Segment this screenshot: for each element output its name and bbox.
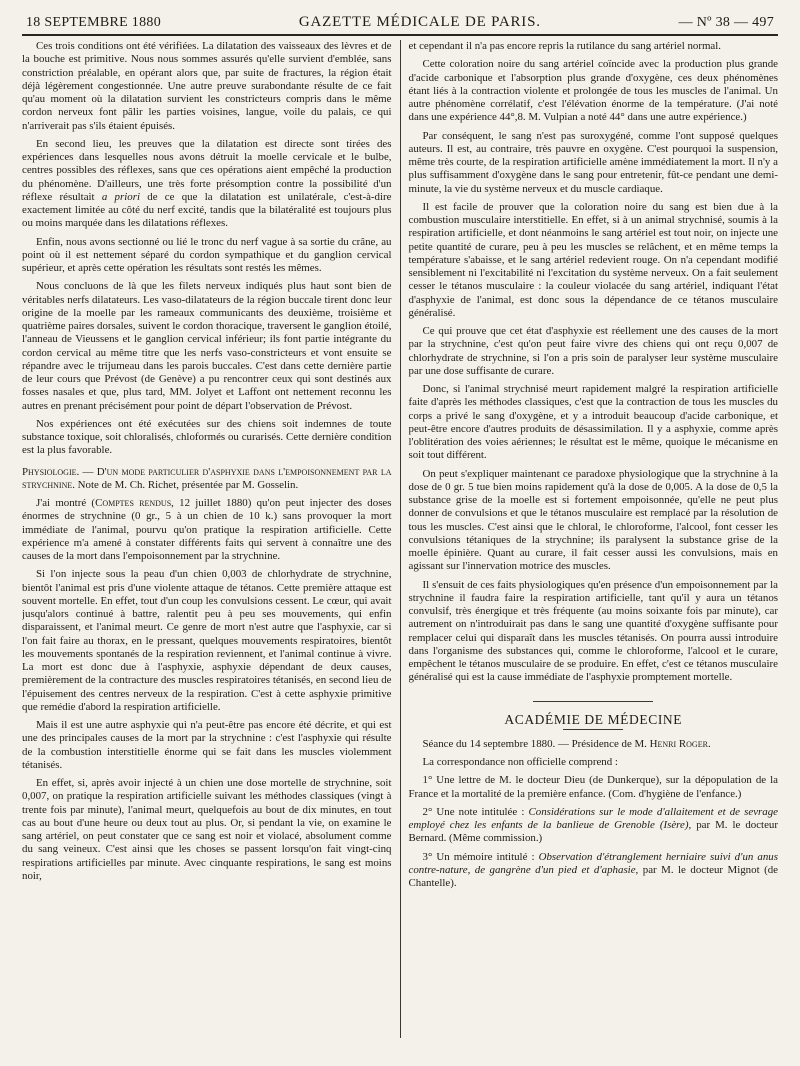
paragraph: Il s'ensuit de ces faits physiologiques qu'en présence d'un empoisonnement par la strychnine il faudra faire la respiration artificielle, tant qu'il y aura un tétanos convulsif, très énergique et très fréquente (au moins soixante fois par minute), car autrement on n'introduirait pas dans le sang une quantité d'oxygène suffisante pour remplacer celui qui disparaît dans les muscles tétanisés. On pourra aussi introduire dans l'organisme des substances qui, comme le chloroforme, l'alcool et le curare, empêchent le tétanos musculaire de se produire. En effet, c'est ce tétanos musculaire généralisé qui est la cause immédiate de l'asphyxie promptement mortelle. [408, 578, 778, 684]
paragraph: En effet, si, après avoir injecté à un chien une dose mortelle de strychnine, soit 0,007, on pratique la respiration artificielle suivant les méthodes classiques (vingt à trente fois par minute), l'animal meurt, quelquefois au bout de dix minutes, en tout cas au bout d'une heure ou deux tout au plus. Or, si pendant la vie, on examine le sang artériel, on peut constater que ce sang est noir et violacé, absolument comme du sang veineux. C'est ainsi que les choses se passent lorsqu'on fait vingt-cinq respirations artificielles par minute. Avec cinquante respirations, le sang est moins noir, [22, 777, 392, 882]
text-columns [22, 40, 778, 1038]
paragraph: Par conséquent, le sang n'est pas suroxygéné, comme l'ont supposé quelques auteurs. Il est, au contraire, très pauvre en oxygène. C'est pourquoi la suspension, même très courte, de la respiration artificielle amène immédiatement la mort. Il n'y a plus suffisamment d'oxygène dans le sang pour entretenir, fût-ce pendant une demi-minute, la vie du système nerveux et du muscle cardiaque. [408, 129, 778, 195]
correspondence-item: 1° Une lettre de M. le docteur Dieu (de Dunkerque), sur la dépopulation de la France et la mortalité de la première enfance. (Com. d'hygiène de l'enfance.) [408, 774, 778, 800]
paragraph: La correspondance non officielle comprend : [422, 756, 618, 768]
paragraph: Il est facile de prouver que la coloration noire du sang est bien due à la combustion musculaire interstitielle. En effet, si à un animal strychnisé, soumis à la respiration artificielle, et dont néanmoins le sang artériel est tout noir, on injecte une petite quantité de curare, peu à peu les muscles se relâchent, et en même temps la température s'abaisse, et le sang artériel redevient rouge. On n'a cependant modifié sensiblement ni l'excitabilité ni l'excitation du système nerveux. On a fait seulement cesser le tétanos musculaire : la couleur violacée du sang artériel, indiquant l'état d'asphyxie de l'animal, est donc sous la dépendance de ce tétanos musculaire généralisé. [408, 200, 778, 319]
journal-title: GAZETTE MÉDICALE DE PARIS. [298, 14, 541, 30]
paragraph: Cette coloration noire du sang artériel coïncide avec la production plus grande d'acide carbonique et l'absorption plus grande d'oxygène, ces deux phénomènes étant liés à la contraction violente et prolongée de tous les muscles de l'animal. Un autre phénomène corrélatif, c'est l'élévation énorme de la température. (J'ai noté dans une expérience 44°,8. M. Vulpian a noté 44° dans une autre expérience.) [408, 58, 778, 124]
paragraph: J'ai montré (Comptes rendus, 12 juillet 1880) qu'on peut injecter des doses énormes de strychnine (0 gr., 5 à un chien de 10 k.) sans provoquer la mort immédiate de l'animal, pourvu qu'on pratique la respiration artificielle. Cette expérience m'a amené à constater différents faits qui servent à connaître une des causes de la mort dans l'empoisonnement par la strychnine. [22, 497, 392, 562]
seance-line: Séance du 14 septembre 1880. — Présidence de M. Henri Roger. [422, 737, 711, 750]
academie-heading: ACADÉMIE DE MÉDECINE [409, 701, 779, 726]
issue-page-number: — Nº 38 — 497 [678, 15, 774, 30]
section-divider [563, 729, 623, 730]
header-rule [22, 34, 778, 36]
paragraph: Ces trois conditions ont été vérifiées. La dilatation des vaisseaux des lèvres et de la bouche est primitive. Nous nous sommes assurés qu'elle survient d'emblée, sans constriction préalable, en opérant alors que, par suite de fractures, la région était déjà légèrement congestionnée. Une autre preuve surabondante résulte de ce fait qu'au moment où la dilatation survient les constricteurs compris dans le même cordon nerveux font pâlir les parties voisines, langue, voile du palais, ce qui n'arriverait pas s'ils étaient épuisés. [22, 40, 392, 132]
paragraph: Mais il est une autre asphyxie qui n'a peut-être pas encore été décrite, et qui est une des principales causes de la mort par la strychnine : c'est l'asphyxie qui résulte de la combustion interstitielle énorme qui se fait dans les muscles violemment tétanisés. [22, 719, 392, 771]
paragraph: Nos expériences ont été exécutées sur des chiens soit indemnes de toute substance toxique, soit chloralisés, chloformés ou curarisés. Cette dernière condition est la plus favorable. [22, 417, 392, 457]
article-heading [22, 466, 392, 493]
paragraph: et cependant il n'a pas encore repris la rutilance du sang artériel normal. [408, 40, 722, 52]
paragraph: On peut s'expliquer maintenant ce paradoxe physiologique que la strychnine à la dose de 0 gr. 5 tue bien moins rapidement qu'à la dose de 0,005. A la dose de 0,5 la substance grise de la moelle est si fortement empoisonnée, qu'elle ne peut plus donner de convulsions et que le tétanos musculaire est remplacé par la résolution de tous les muscles. C'est ainsi que le chloral, le chloroforme, l'alcool, font cesser les convulsions tétaniques de la strychnine; ils paralysent la substance grise de la moelle épinière. Quant au curare, il fait cesser aussi les convulsions, mais en agissant sur l'innervation motrice des muscles. [408, 467, 778, 573]
paragraph: Donc, si l'animal strychnisé meurt rapidement malgré la respiration artificielle faite d'après les méthodes classiques, c'est que la contraction de tous les muscles du corps a privé le sang d'oxygène, et y a introduit beaucoup d'acide carbonique, et peut-être encore d'autres produits de désassimilation. Il y a asphyxie, comme après l'oblitération des voies aériennes; le résultat est le même, quoique le mécanisme en soit tout différent. [408, 383, 778, 462]
right-column [400, 40, 779, 1038]
header-date: 18 SEPTEMBRE 1880 [26, 15, 162, 30]
paragraph: Si l'on injecte sous la peau d'un chien 0,003 de chlorhydrate de strychnine, bientôt l'animal est pris d'une violente attaque de tétanos. Cette première attaque est souvent mortelle. En effet, tout d'un coup les convulsions cessent. Le cœur, qui avait jusqu'alors continué à battre, ralentit peu à peu ses mouvements, qui enfin disparaissent, et l'animal meurt. Ce genre de mort n'est autre que l'asphyxie, car si l'on fait faire au thorax, en le pressant, quelques mouvements respiratoires, bientôt les mouvements spontanés de la respiration reviennent, et l'animal continue à vivre. La mort est donc due à l'asphyxie, asphyxie dépendant de deux causes, premièrement de la contracture des muscles respiratoires tétanisés, en second lieu de l'épuisement des centres nerveux de la respiration. C'est à cette asphyxie primitive que remédie d'abord la respiration artificielle. [22, 568, 392, 713]
article-title: — D'un mode particulier d'asphyxie dans l'empoisonnement par la strychnine. [22, 465, 392, 491]
article-byline: Note de M. Ch. Richet, présentée par M. Gosselin. [74, 478, 299, 491]
page-header [22, 14, 778, 34]
section-label: Physiologie. [22, 465, 80, 478]
paragraph: Ce qui prouve que cet état d'asphyxie est réellement une des causes de la mort par la strychnine, c'est qu'on peut faire vivre des chiens qui ont reçu 0,007 de chlorhydrate de strychnine, si l'on a pris soin de paralyser leur système musculaire par une dose suffisante de curare. [408, 325, 778, 377]
paragraph: En second lieu, les preuves que la dilatation est directe sont tirées des expériences dans lesquelles nous avons détruit la moelle cervicale et le bulbe, centres possibles des réflexes, sans que ces opérations aient empêché la production du phénomène. D'ailleurs, une très forte présomption contre la possibilité d'un réflexe résultait a priori de ce que la dilatation est unilatérale, c'est-à-dire exactement limitée au côté du nerf excité, tandis que la bilatéralité est toujours plus ou moins marquée dans les dilatations réflexes. [22, 137, 392, 230]
correspondence-item: 3° Un mémoire intitulé : Observation d'étranglement herniaire suivi d'un anus contre-nature, de gangrène d'un pied et d'aphasie, par M. le docteur Mignot (de Chantelle). [408, 850, 778, 889]
paragraph: Enfin, nous avons sectionné ou lié le tronc du nerf vague à sa sortie du crâne, au point où il est nettement séparé du cordon sympathique et du ganglion cervical supérieur, et après cette opération les résultats sont restés les mêmes. [22, 235, 392, 274]
left-column [22, 40, 400, 1038]
correspondence-item: 2° Une note intitulée : Considérations sur le mode d'allaitement et de sevrage employé chez les enfants de la banlieue de Grenoble (Isère), par M. le docteur Bernard. (Même commission.) [408, 805, 778, 845]
paragraph: Nous concluons de là que les filets nerveux indiqués plus haut sont bien de véritables nerfs dilatateurs. Les vaso-dilatateurs de la région buccale tirent donc leur origine de la moelle par les rameaux communicants des deuxième, troisième et quatrième paires dorsales, suivent le cordon thoracique, traversent le ganglion étoilé, l'anneau de Vieussens et le ganglion cervical inférieur; ils font partie intégrante du cordon cervical au même titre que les nerfs vaso-constricteurs et vont ensuite se répandre avec le trijumeau dans les parois buccales. C'est dans cette dernière partie de leur cours que Prévost (de Genève) a pu rencontrer ceux qui sont destinés aux fosses nasales et que, plus tard, MM. Jolyet et Laffont ont nettement reconnu les autres en prenant précisément pour point de départ l'observation de Prévost. [22, 280, 392, 412]
